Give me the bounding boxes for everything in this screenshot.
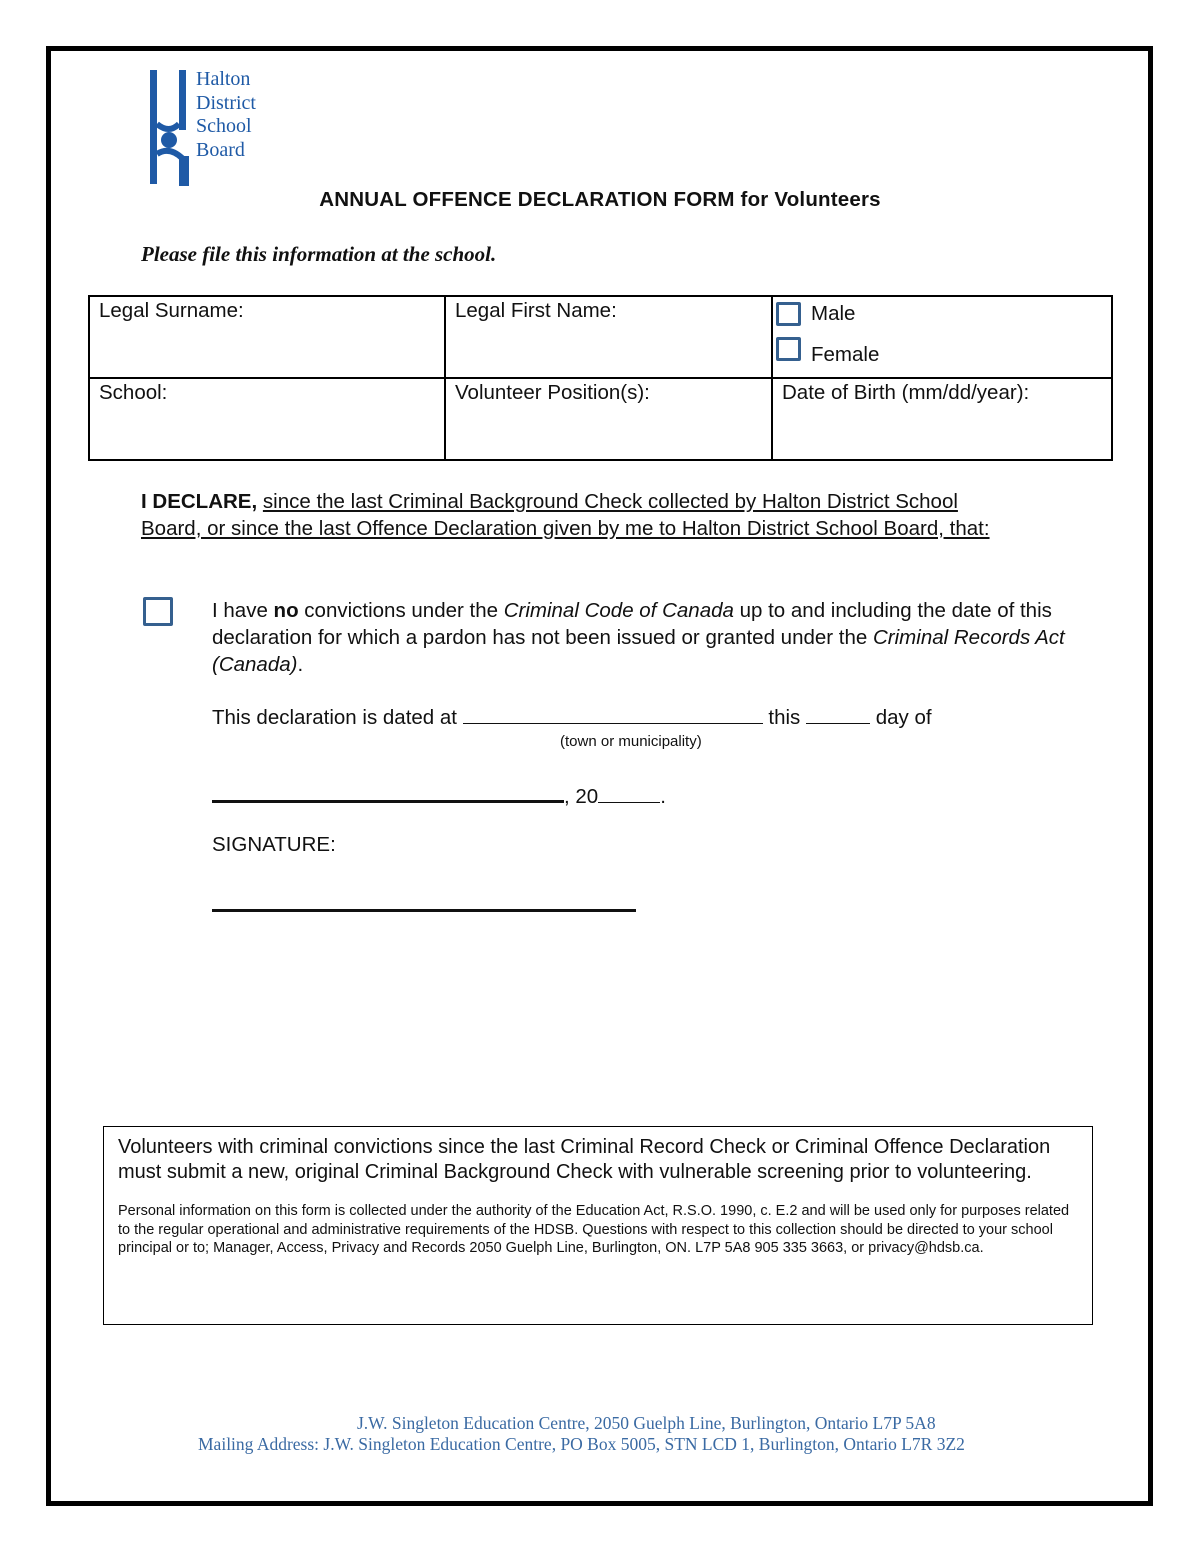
this-label: this	[768, 706, 801, 729]
year-blank[interactable]	[598, 784, 660, 803]
form-title-bold: ANNUAL OFFENCE DECLARATION FORM	[319, 188, 735, 211]
hdsb-logo-mark-icon	[148, 68, 190, 186]
month-blank[interactable]	[212, 780, 564, 803]
volunteer-position-label: Volunteer Position(s):	[455, 381, 650, 404]
male-checkbox[interactable]	[776, 302, 801, 326]
volunteer-position-field[interactable]	[445, 378, 772, 460]
volunteer-notice: Volunteers with criminal convictions since the last Criminal Record Check or Criminal Offence Declaration must submit a new, original Criminal Background Check with vulnerable screening prior to volunteering.	[118, 1136, 1051, 1183]
male-label: Male	[811, 302, 856, 325]
signature-line[interactable]	[212, 909, 636, 912]
statement-no: no	[273, 599, 299, 622]
declare-condition: since the last Criminal Background Check collected by Halton District School Board, or since the last Offence Declaration given by me to Halton District School Board, that:	[141, 490, 990, 540]
statement-end: .	[297, 653, 304, 676]
hdsb-logo	[148, 68, 278, 188]
logo-wordmark	[196, 68, 256, 162]
dated-line	[212, 705, 932, 730]
no-convictions-statement	[212, 597, 1082, 678]
date-of-birth-label: Date of Birth (mm/dd/year):	[782, 381, 1030, 404]
day-of-label: day of	[875, 706, 932, 729]
legal-first-name-label: Legal First Name:	[455, 299, 617, 322]
gender-field	[772, 296, 1112, 378]
statement-records-act: Criminal Records Act (Canada)	[212, 626, 1065, 676]
dated-at-label: This declaration is dated at	[212, 706, 457, 729]
statement-text-1: I have	[212, 599, 274, 622]
filing-instruction: Please file this information at the school.	[141, 242, 497, 266]
declaration-preamble	[141, 488, 1021, 542]
logo-line-halton: Halton	[196, 68, 251, 90]
date-of-birth-field[interactable]	[772, 378, 1112, 460]
footer-mailing-address: Mailing Address: J.W. Singleton Education Centre, PO Box 5005, STN LCD 1, Burlington, Ontario L7R 3Z2	[198, 1434, 965, 1454]
legal-surname-label: Legal Surname:	[99, 299, 244, 322]
year-suffix: .	[660, 785, 666, 808]
no-convictions-checkbox[interactable]	[143, 597, 173, 626]
declare-lead: I DECLARE,	[141, 490, 258, 513]
school-label: School:	[99, 381, 168, 404]
legal-first-name-field[interactable]	[445, 296, 772, 378]
form-title-rest: for Volunteers	[734, 188, 881, 211]
logo-line-district: District	[196, 91, 256, 114]
form-title	[0, 188, 1200, 212]
statement-text-3: up to and including the date of this declaration for which a pardon has not been issued or granted under the	[212, 599, 1052, 649]
logo-line-school: School	[196, 115, 252, 137]
footer-address: J.W. Singleton Education Centre, 2050 Guelph Line, Burlington, Ontario L7P 5A8	[357, 1413, 936, 1433]
town-blank[interactable]	[463, 705, 763, 724]
notice-box	[103, 1126, 1093, 1325]
day-blank[interactable]	[806, 705, 870, 724]
year-prefix: , 20	[564, 785, 599, 808]
month-year-line	[212, 780, 666, 809]
volunteer-info-table	[88, 295, 1113, 461]
female-label: Female	[811, 343, 880, 366]
female-option[interactable]	[776, 337, 1102, 367]
privacy-notice: Personal information on this form is collected under the authority of the Education Act, R.S.O. 1990, c. E.2 and will be used only for purposes related to the regular operational and administrative requirements of the HDSB. Questions with respect to this collection should be directed to your school principal or to; Manager, Access, Privacy and Records 2050 Guelph Line, Burlington, ON. L7P 5A8 905 335 3663, or privacy@hdsb.ca.	[118, 1203, 1070, 1256]
male-option[interactable]	[776, 299, 1102, 329]
signature-label: SIGNATURE:	[212, 833, 336, 856]
town-caption: (town or municipality)	[560, 733, 702, 750]
legal-surname-field[interactable]	[89, 296, 445, 378]
school-field[interactable]	[89, 378, 445, 460]
logo-line-board: Board	[196, 138, 245, 161]
statement-criminal-code: Criminal Code of Canada	[503, 599, 734, 622]
female-checkbox[interactable]	[776, 337, 801, 361]
statement-text-2: convictions under the	[298, 599, 504, 622]
